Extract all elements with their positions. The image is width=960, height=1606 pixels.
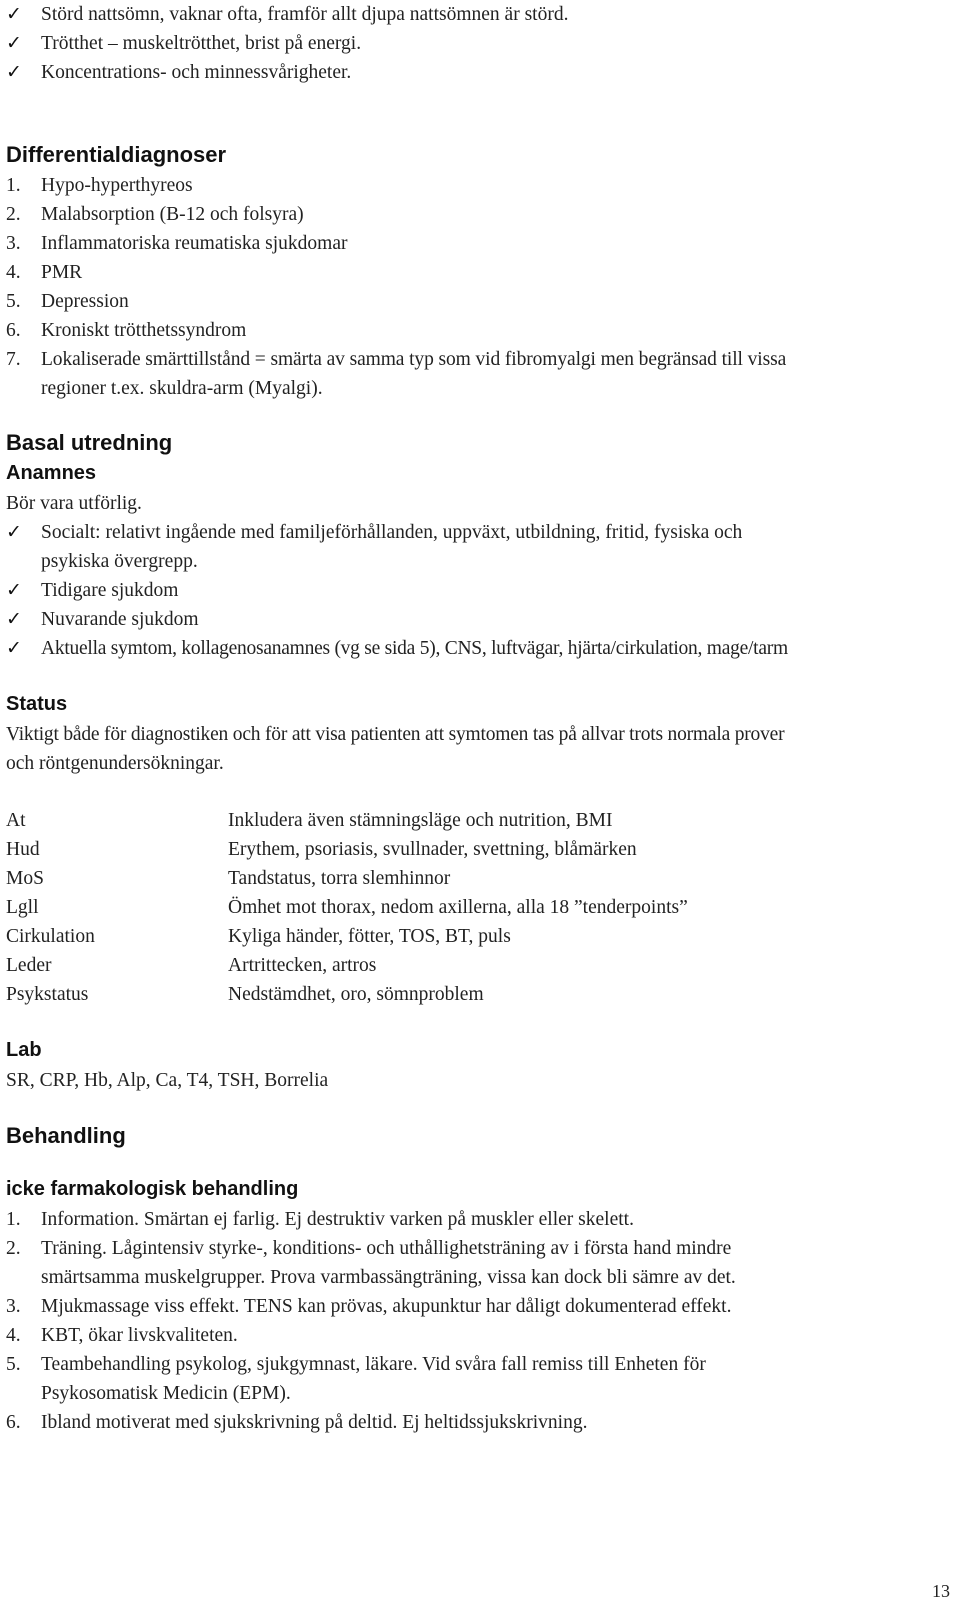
check-icon: ✓ bbox=[6, 32, 22, 54]
check-icon: ✓ bbox=[6, 637, 22, 659]
list-item: Ibland motiverat med sjukskrivning på deltid. Ej heltidssjukskrivning. bbox=[41, 1412, 588, 1433]
anamnes-intro: Bör vara utförlig. bbox=[6, 493, 142, 514]
section-heading-lab: Lab bbox=[6, 1039, 42, 1061]
checklist-item: Nuvarande sjukdom bbox=[41, 609, 199, 630]
section-heading-behandling: Behandling bbox=[6, 1123, 126, 1148]
subheading-anamnes: Anamnes bbox=[6, 462, 97, 484]
status-row-label: Cirkulation bbox=[6, 926, 95, 947]
status-row-label: Hud bbox=[6, 839, 40, 860]
status-row-desc: Inkludera även stämningsläge och nutrition, BMI bbox=[228, 810, 613, 831]
list-item: Lokaliserade smärttillstånd = smärta av samma typ som vid fibromyalgi men begränsad till vissa bbox=[41, 349, 787, 370]
list-number: 1. bbox=[6, 175, 21, 196]
list-number: 3. bbox=[6, 233, 21, 254]
checklist-item: Aktuella symtom, kollagenosanamnes (vg se sida 5), CNS, luftvägar, hjärta/cirkulation, mage/tarm bbox=[41, 638, 788, 659]
list-item: Mjukmassage viss effekt. TENS kan prövas, akupunktur har dåligt dokumenterad effekt. bbox=[41, 1296, 732, 1317]
section-heading-basal: Basal utredning bbox=[6, 430, 173, 455]
status-row-desc: Ömhet mot thorax, nedom axillerna, alla 18 ”tenderpoints” bbox=[228, 897, 688, 918]
status-row-label: Psykstatus bbox=[6, 984, 89, 1005]
checklist-item: Socialt: relativt ingående med familjeförhållanden, uppväxt, utbildning, fritid, fysiska och bbox=[41, 522, 743, 543]
list-item: Malabsorption (B-12 och folsyra) bbox=[41, 204, 304, 225]
list-number: 6. bbox=[6, 1412, 21, 1433]
list-item-continuation: Psykosomatisk Medicin (EPM). bbox=[41, 1383, 291, 1404]
list-number: 4. bbox=[6, 262, 21, 283]
checklist-item: Trötthet – muskeltrötthet, brist på energi. bbox=[41, 33, 362, 54]
list-number: 5. bbox=[6, 291, 21, 312]
list-item-continuation: regioner t.ex. skuldra-arm (Myalgi). bbox=[41, 378, 323, 399]
page-number: 13 bbox=[932, 1581, 950, 1601]
list-item: Inflammatoriska reumatiska sjukdomar bbox=[41, 233, 348, 254]
check-icon: ✓ bbox=[6, 521, 22, 543]
list-number: 2. bbox=[6, 1238, 21, 1259]
list-number: 7. bbox=[6, 349, 21, 370]
status-row-label: At bbox=[6, 810, 26, 831]
list-item: Kroniskt trötthetssyndrom bbox=[41, 320, 247, 341]
status-row-desc: Kyliga händer, fötter, TOS, BT, puls bbox=[228, 926, 511, 947]
list-item: Depression bbox=[41, 291, 129, 312]
status-description: Viktigt både för diagnostiken och för att visa patienten att symtomen tas på allvar trots normala prover bbox=[6, 724, 785, 745]
lab-text: SR, CRP, Hb, Alp, Ca, T4, TSH, Borrelia bbox=[6, 1070, 329, 1091]
list-item: PMR bbox=[41, 262, 83, 283]
list-item: Information. Smärtan ej farlig. Ej destruktiv varken på muskler eller skelett. bbox=[41, 1209, 634, 1230]
list-number: 2. bbox=[6, 204, 21, 225]
status-row-desc: Tandstatus, torra slemhinnor bbox=[228, 868, 451, 889]
list-number: 6. bbox=[6, 320, 21, 341]
check-icon: ✓ bbox=[6, 61, 22, 83]
checklist-item: Störd nattsömn, vaknar ofta, framför allt djupa nattsömnen är störd. bbox=[41, 4, 569, 25]
status-row-desc: Nedstämdhet, oro, sömnproblem bbox=[228, 984, 484, 1005]
status-description-continuation: och röntgenundersökningar. bbox=[6, 753, 224, 774]
list-number: 5. bbox=[6, 1354, 21, 1375]
status-row-label: MoS bbox=[6, 868, 44, 889]
checklist-item-continuation: psykiska övergrepp. bbox=[41, 551, 198, 572]
status-row-label: Leder bbox=[6, 955, 52, 976]
status-row-desc: Artrittecken, artros bbox=[228, 955, 377, 976]
list-number: 4. bbox=[6, 1325, 21, 1346]
list-item: KBT, ökar livskvaliteten. bbox=[41, 1325, 238, 1346]
list-number: 3. bbox=[6, 1296, 21, 1317]
section-heading-differential: Differentialdiagnoser bbox=[6, 142, 227, 167]
check-icon: ✓ bbox=[6, 579, 22, 601]
list-item: Hypo-hyperthyreos bbox=[41, 175, 193, 196]
list-item: Teambehandling psykolog, sjukgymnast, läkare. Vid svåra fall remiss till Enheten för bbox=[41, 1354, 706, 1375]
status-row-desc: Erythem, psoriasis, svullnader, svettning, blåmärken bbox=[228, 839, 637, 860]
subheading-icke-farmakologisk: icke farmakologisk behandling bbox=[6, 1178, 299, 1200]
section-heading-status: Status bbox=[6, 693, 68, 715]
list-item-continuation: smärtsamma muskelgrupper. Prova varmbassängträning, vissa kan dock bli sämre av det. bbox=[41, 1267, 736, 1288]
list-item: Träning. Lågintensiv styrke-, konditions- och uthållighetsträning av i första hand mindre bbox=[41, 1238, 732, 1259]
status-row-label: Lgll bbox=[6, 897, 39, 918]
check-icon: ✓ bbox=[6, 608, 22, 630]
checklist-item: Koncentrations- och minnessvårigheter. bbox=[41, 62, 352, 83]
list-number: 1. bbox=[6, 1209, 21, 1230]
checklist-item: Tidigare sjukdom bbox=[41, 580, 179, 601]
check-icon: ✓ bbox=[6, 3, 22, 25]
